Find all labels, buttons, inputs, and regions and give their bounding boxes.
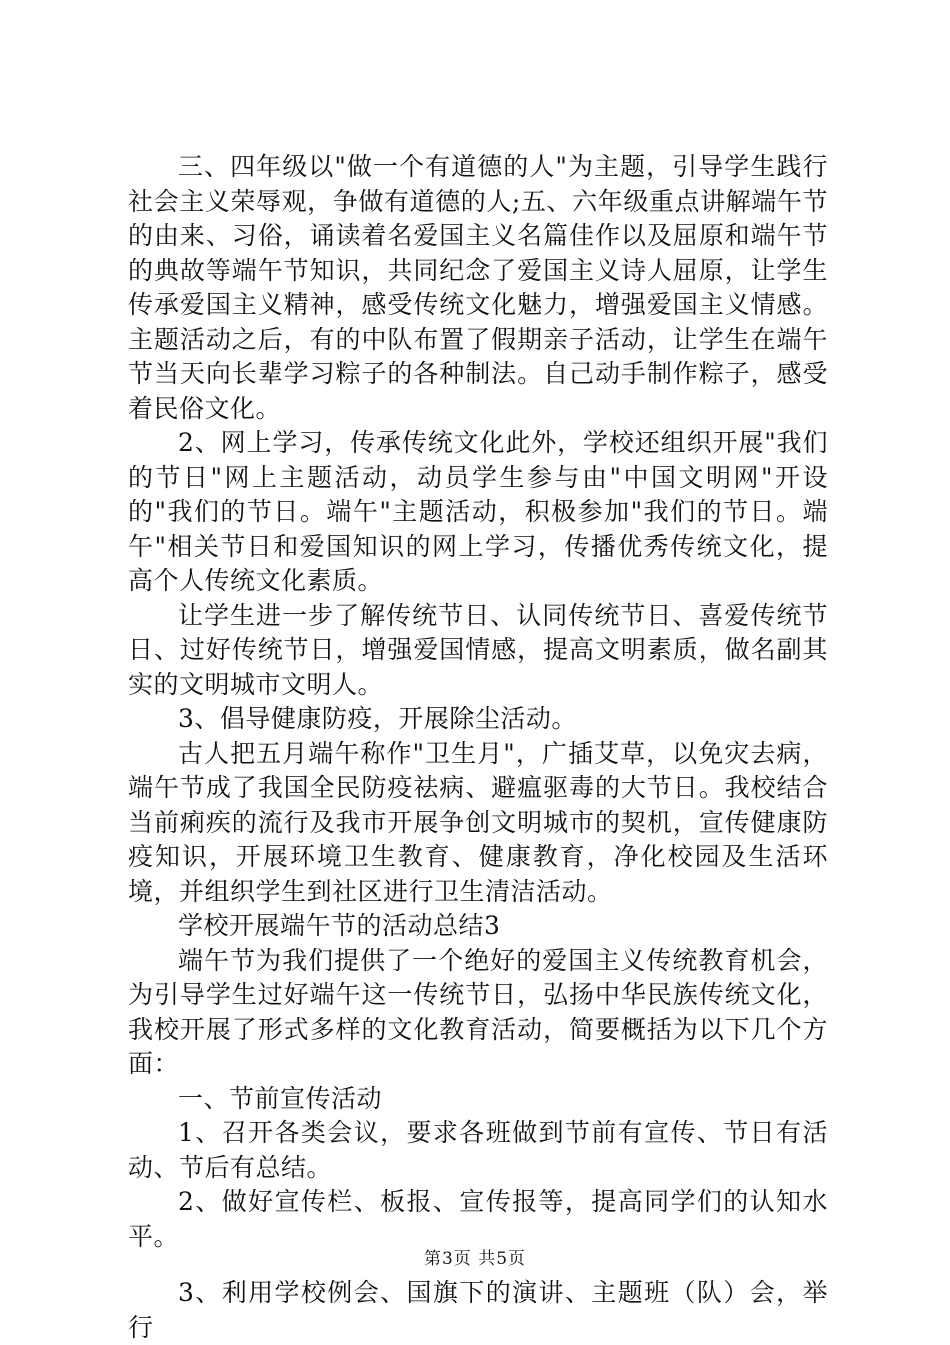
- paragraph-7: 端午节为我们提供了一个绝好的爱国主义传统教育机会，为引导学生过好端午这一传统节日，弘扬中华民族传统文化，我校开展了形式多样的文化教育活动，简要概括为以下几个方面：: [128, 945, 828, 1078]
- paragraph-4: 3、倡导健康防疫，开展除尘活动。: [178, 704, 577, 733]
- paragraph-3: 让学生进一步了解传统节日、认同传统节日、喜爱传统节日、过好传统节日，增强爱国情感，提高文明素质，做名副其实的文明城市文明人。: [128, 600, 828, 699]
- paragraph-2: 2、网上学习，传承传统文化此外，学校还组织开展"我们的节日"网上主题活动，动员学生参与由"中国文明网"开设的"我们的节日。端午"主题活动，积极参加"我们的节日。端午"相关节日和爱国知识的网上学习，传播优秀传统文化，提高个人传统文化素质。: [128, 428, 828, 595]
- paragraph-11: 3、利用学校例会、国旗下的演讲、主题班（队）会，举行: [128, 1278, 828, 1342]
- paragraph-10: 2、做好宣传栏、板报、宣传报等，提高同学们的认知水平。: [128, 1187, 828, 1251]
- paragraph-5: 古人把五月端午称作"卫生月"，广插艾草，以免灾去病，端午节成了我国全民防疫祛病、避瘟驱毒的大节日。我校结合当前痢疾的流行及我市开展争创文明城市的契机，宣传健康防疫知识，开展环境卫生教育、健康教育，净化校园及生活环境，并组织学生到社区进行卫生清洁活动。: [128, 738, 828, 906]
- paragraph-1: 三、四年级以"做一个有道德的人"为主题，引导学生践行社会主义荣辱观，争做有道德的人;五、六年级重点讲解端午节的由来、习俗，诵读着名爱国主义名篇佳作以及屈原和端午节的典故等端午节知识，共同纪念了爱国主义诗人屈原，让学生传承爱国主义精神，感受传统文化魅力，增强爱国主义情感。主题活动之后，有的中队布置了假期亲子活动，让学生在端午节当天向长辈学习粽子的各种制法。自己动手制作粽子，感受着民俗文化。: [128, 152, 828, 423]
- document-body: [128, 150, 828, 1345]
- paragraph-9: 1、召开各类会议，要求各班做到节前有宣传、节日有活动、节后有总结。: [128, 1118, 828, 1182]
- page-number-footer: 第3页 共5页: [423, 1249, 527, 1269]
- section-title: 学校开展端午节的活动总结3: [178, 911, 501, 940]
- subsection-heading: 一、节前宣传活动: [178, 1083, 383, 1113]
